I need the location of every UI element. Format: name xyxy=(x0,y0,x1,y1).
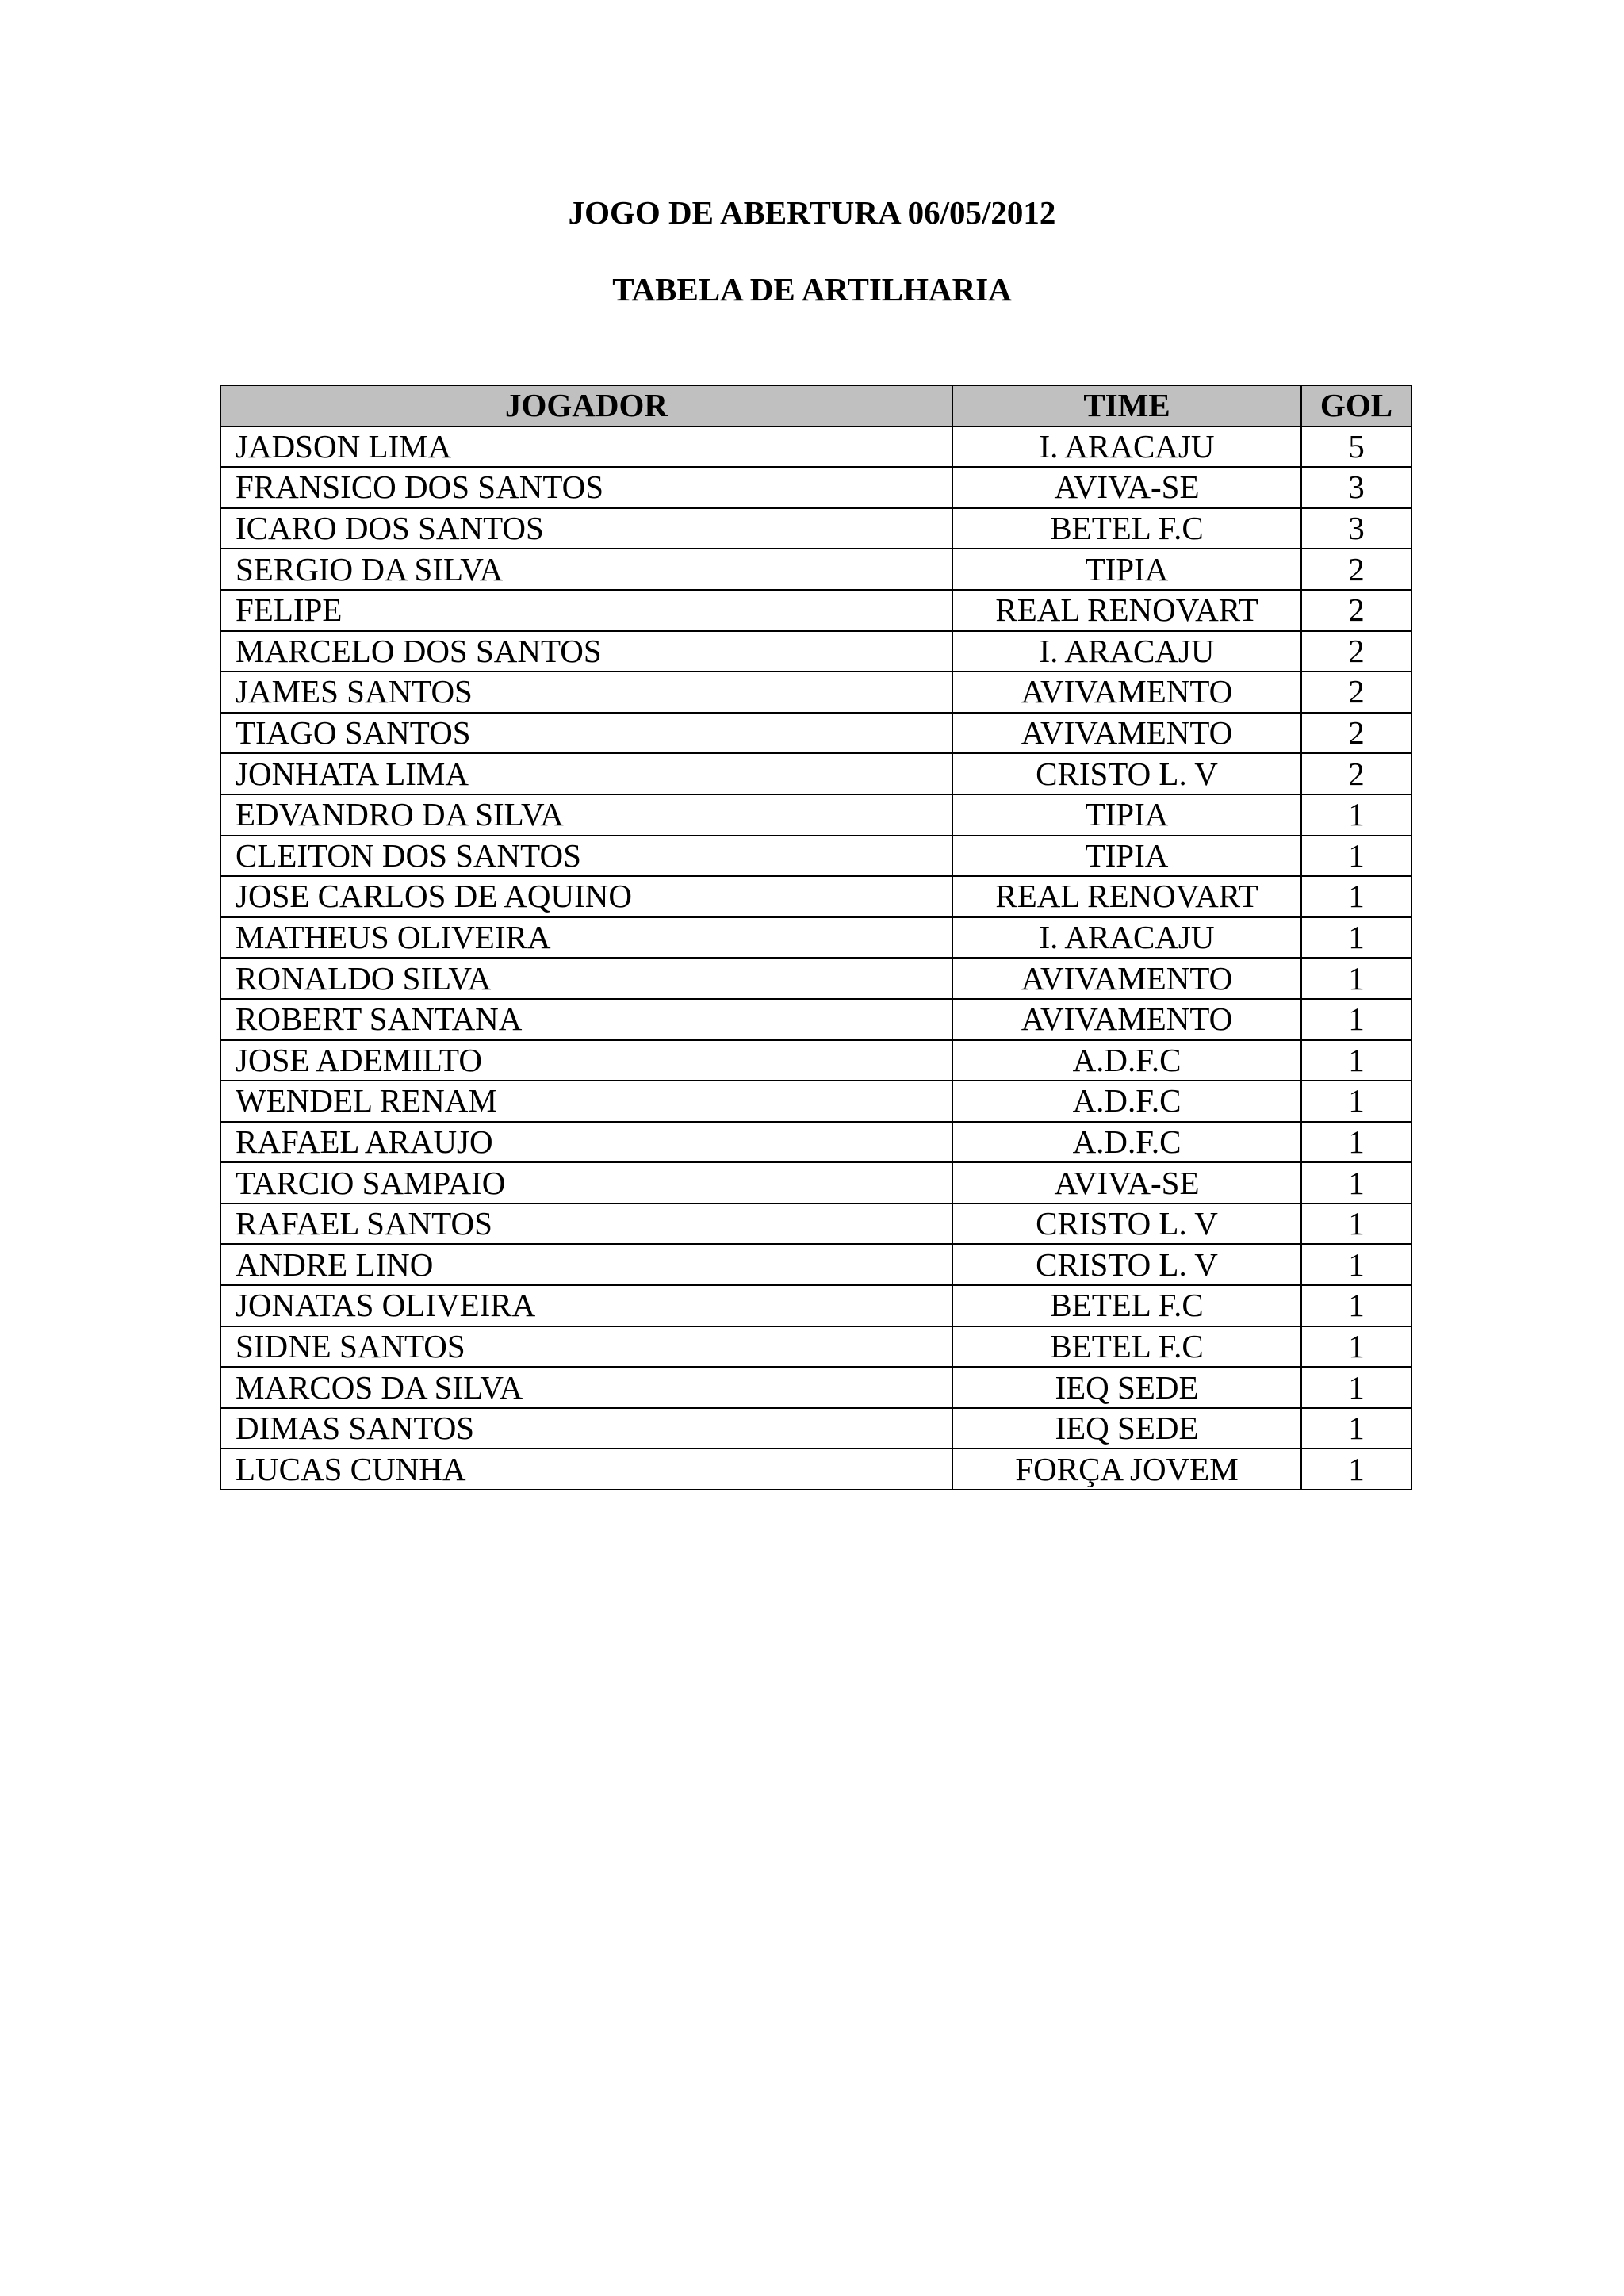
player-cell: RAFAEL ARAUJO xyxy=(220,1122,952,1163)
player-cell: JONATAS OLIVEIRA xyxy=(220,1285,952,1326)
table-header xyxy=(220,385,1411,427)
header-goals: GOL xyxy=(1301,385,1411,427)
goals-cell: 2 xyxy=(1301,631,1411,672)
document-title: JOGO DE ABERTURA 06/05/2012 xyxy=(568,194,1056,231)
table-row xyxy=(220,1326,1411,1368)
player-cell: MATHEUS OLIVEIRA xyxy=(220,917,952,959)
goals-cell: 1 xyxy=(1301,1203,1411,1245)
player-cell: ICARO DOS SANTOS xyxy=(220,508,952,549)
team-cell: REAL RENOVART xyxy=(952,876,1301,917)
team-cell: FORÇA JOVEM xyxy=(952,1448,1301,1490)
player-cell: ROBERT SANTANA xyxy=(220,999,952,1040)
table-row xyxy=(220,1203,1411,1245)
team-cell: AVIVA-SE xyxy=(952,467,1301,508)
goals-cell: 2 xyxy=(1301,713,1411,754)
team-cell: IEQ SEDE xyxy=(952,1408,1301,1449)
table-row xyxy=(220,508,1411,549)
table-row xyxy=(220,590,1411,631)
team-cell: A.D.F.C xyxy=(952,1122,1301,1163)
goals-cell: 2 xyxy=(1301,590,1411,631)
goals-cell: 1 xyxy=(1301,1244,1411,1285)
team-cell: REAL RENOVART xyxy=(952,590,1301,631)
goals-cell: 5 xyxy=(1301,427,1411,468)
team-cell: TIPIA xyxy=(952,836,1301,877)
goals-cell: 1 xyxy=(1301,836,1411,877)
table-row xyxy=(220,549,1411,590)
goals-cell: 1 xyxy=(1301,1162,1411,1203)
goals-cell: 1 xyxy=(1301,999,1411,1040)
table-row xyxy=(220,1040,1411,1081)
header-row xyxy=(220,385,1411,427)
goals-cell: 1 xyxy=(1301,1448,1411,1490)
player-cell: MARCOS DA SILVA xyxy=(220,1367,952,1408)
team-cell: A.D.F.C xyxy=(952,1081,1301,1122)
table-row xyxy=(220,917,1411,959)
table-row xyxy=(220,1162,1411,1203)
table-row xyxy=(220,467,1411,508)
player-cell: RONALDO SILVA xyxy=(220,958,952,999)
table-row xyxy=(220,1081,1411,1122)
player-cell: EDVANDRO DA SILVA xyxy=(220,794,952,836)
team-cell: CRISTO L. V xyxy=(952,1203,1301,1245)
team-cell: AVIVAMENTO xyxy=(952,672,1301,713)
player-cell: JADSON LIMA xyxy=(220,427,952,468)
goals-cell: 1 xyxy=(1301,1326,1411,1368)
player-cell: JONHATA LIMA xyxy=(220,753,952,794)
player-cell: TIAGO SANTOS xyxy=(220,713,952,754)
goals-cell: 1 xyxy=(1301,1122,1411,1163)
goals-cell: 1 xyxy=(1301,917,1411,959)
table-row xyxy=(220,427,1411,468)
document-subtitle: TABELA DE ARTILHARIA xyxy=(612,271,1012,308)
goals-cell: 1 xyxy=(1301,794,1411,836)
team-cell: CRISTO L. V xyxy=(952,1244,1301,1285)
player-cell: JOSE CARLOS DE AQUINO xyxy=(220,876,952,917)
player-cell: DIMAS SANTOS xyxy=(220,1408,952,1449)
goals-cell: 2 xyxy=(1301,753,1411,794)
table-row xyxy=(220,958,1411,999)
player-cell: MARCELO DOS SANTOS xyxy=(220,631,952,672)
table-row xyxy=(220,1408,1411,1449)
team-cell: A.D.F.C xyxy=(952,1040,1301,1081)
table-row xyxy=(220,631,1411,672)
team-cell: AVIVA-SE xyxy=(952,1162,1301,1203)
team-cell: BETEL F.C xyxy=(952,1326,1301,1368)
team-cell: AVIVAMENTO xyxy=(952,999,1301,1040)
player-cell: WENDEL RENAM xyxy=(220,1081,952,1122)
scorers-table xyxy=(220,385,1412,1490)
team-cell: CRISTO L. V xyxy=(952,753,1301,794)
player-cell: ANDRE LINO xyxy=(220,1244,952,1285)
table-row xyxy=(220,1448,1411,1490)
goals-cell: 3 xyxy=(1301,467,1411,508)
table-row xyxy=(220,999,1411,1040)
table-row xyxy=(220,753,1411,794)
player-cell: FELIPE xyxy=(220,590,952,631)
table-row xyxy=(220,672,1411,713)
team-cell: IEQ SEDE xyxy=(952,1367,1301,1408)
team-cell: I. ARACAJU xyxy=(952,427,1301,468)
player-cell: RAFAEL SANTOS xyxy=(220,1203,952,1245)
team-cell: BETEL F.C xyxy=(952,1285,1301,1326)
table-row xyxy=(220,794,1411,836)
player-cell: SERGIO DA SILVA xyxy=(220,549,952,590)
player-cell: CLEITON DOS SANTOS xyxy=(220,836,952,877)
goals-cell: 2 xyxy=(1301,672,1411,713)
header-team: TIME xyxy=(952,385,1301,427)
team-cell: I. ARACAJU xyxy=(952,917,1301,959)
player-cell: SIDNE SANTOS xyxy=(220,1326,952,1368)
player-cell: LUCAS CUNHA xyxy=(220,1448,952,1490)
goals-cell: 1 xyxy=(1301,1285,1411,1326)
goals-cell: 1 xyxy=(1301,1408,1411,1449)
player-cell: TARCIO SAMPAIO xyxy=(220,1162,952,1203)
team-cell: AVIVAMENTO xyxy=(952,713,1301,754)
table-row xyxy=(220,1285,1411,1326)
table-row xyxy=(220,1122,1411,1163)
goals-cell: 3 xyxy=(1301,508,1411,549)
header-player: JOGADOR xyxy=(220,385,952,427)
table-row xyxy=(220,836,1411,877)
goals-cell: 1 xyxy=(1301,1081,1411,1122)
player-cell: JOSE ADEMILTO xyxy=(220,1040,952,1081)
table-row xyxy=(220,713,1411,754)
goals-cell: 1 xyxy=(1301,1367,1411,1408)
table-row xyxy=(220,876,1411,917)
table-row xyxy=(220,1244,1411,1285)
goals-cell: 1 xyxy=(1301,1040,1411,1081)
team-cell: I. ARACAJU xyxy=(952,631,1301,672)
team-cell: TIPIA xyxy=(952,794,1301,836)
goals-cell: 1 xyxy=(1301,958,1411,999)
goals-cell: 1 xyxy=(1301,876,1411,917)
goals-cell: 2 xyxy=(1301,549,1411,590)
table-row xyxy=(220,1367,1411,1408)
team-cell: BETEL F.C xyxy=(952,508,1301,549)
team-cell: AVIVAMENTO xyxy=(952,958,1301,999)
player-cell: FRANSICO DOS SANTOS xyxy=(220,467,952,508)
table-body xyxy=(220,427,1411,1490)
player-cell: JAMES SANTOS xyxy=(220,672,952,713)
team-cell: TIPIA xyxy=(952,549,1301,590)
